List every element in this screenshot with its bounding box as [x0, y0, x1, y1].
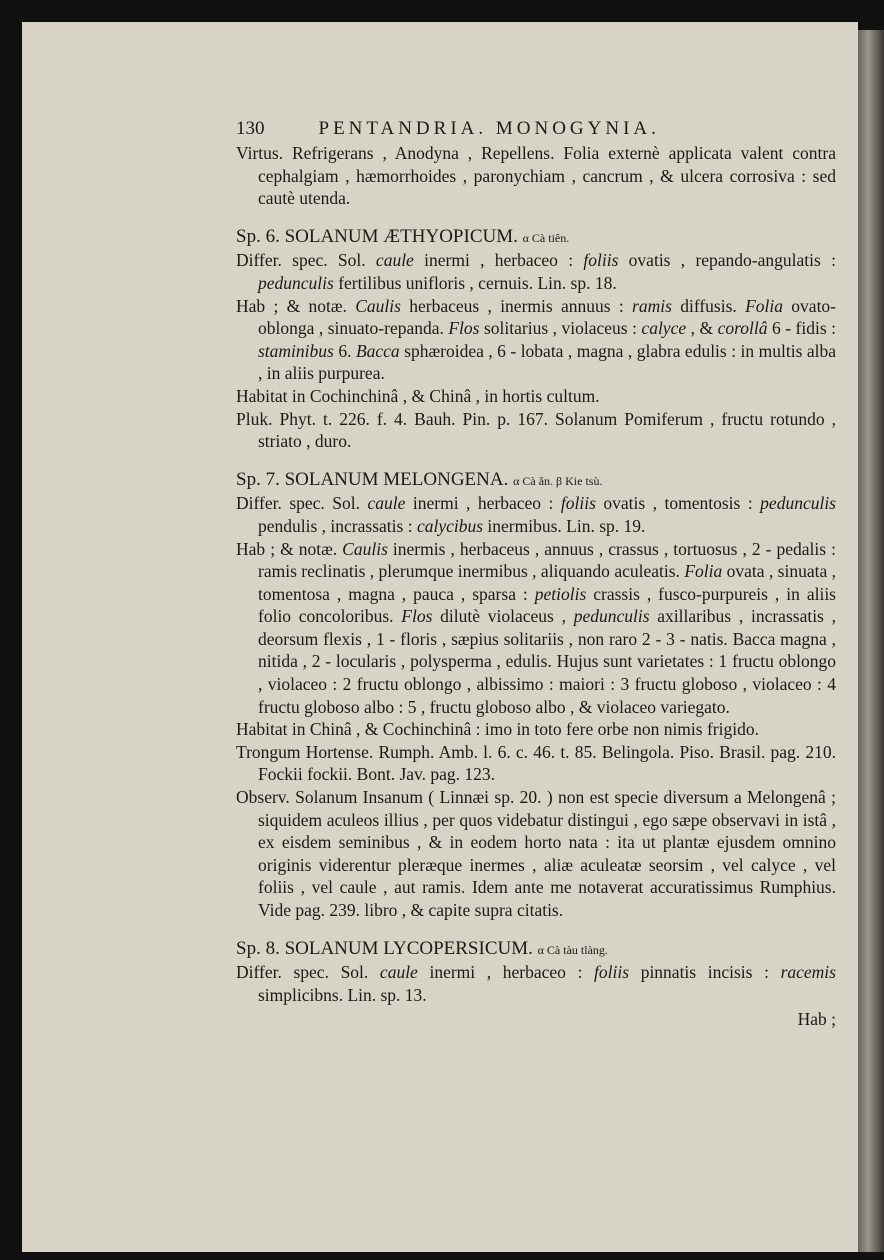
text-run: Hab ; & notæ.: [236, 538, 343, 559]
text-run: Differ. spec. Sol.: [236, 962, 380, 983]
italic-term: caule: [375, 250, 414, 271]
italic-term: foliis: [583, 250, 619, 271]
italic-term: Caulis: [355, 295, 401, 316]
text-run: Differ. spec. Sol.: [236, 250, 376, 271]
text-run: Hab ; & notæ.: [236, 295, 356, 316]
text-block: [236, 118, 836, 1031]
text-run: inermis , herbaceus , annuus , crassus , tortuosus , 2 - pedalis : ramis reclinatis , plerumque inermibus , aliquando aculeatis.: [258, 538, 836, 582]
text-run: inermi , herbaceo :: [413, 250, 584, 271]
italic-term: staminibus: [258, 340, 334, 361]
paragraph-hab-6: [236, 295, 836, 385]
italic-term: petiolis: [534, 583, 587, 604]
italic-term: Folia: [684, 561, 723, 582]
text-run: ovata , sinuata , tomentosa , magna , pauca , sparsa :: [258, 561, 837, 604]
italic-term: caule: [379, 962, 418, 983]
text-run: Habitat in Cochinchinâ , & Chinâ , in hortis cultum.: [236, 385, 600, 406]
native-name: α Cà tiên.: [522, 230, 570, 245]
paragraph-synonyms-7: [236, 741, 836, 786]
text-run: , &: [686, 318, 718, 339]
page-number: 130: [236, 118, 265, 139]
italic-term: pedunculis: [258, 272, 334, 293]
text-run: Observ. Solanum Insanum ( Linnæi sp. 20. ) non est specie diversum a Melongenâ ; siquidem aculeos illius , per quos videbatur distingui , ego sæpe observavi in istâ , ex eisdem seminibus , & in eodem horto nata : ita ut plantæ ejusdem omnino originis viderentur pleræque inermes , aliæ aculeatæ seorsim , vel calyce , vel foliis , vel caule , aut ramis. Idem ante me notaverat accuratissimus Rumphius. Vide pag. 239. libro , & capite supra citatis.: [236, 787, 836, 920]
text-run: pendulis , incrassatis :: [258, 515, 417, 536]
italic-term: ramis: [632, 295, 672, 316]
italic-term: caule: [367, 493, 406, 514]
native-name: α Cà ăn. β Kie tsù.: [513, 473, 603, 488]
species-heading-7: [236, 469, 836, 493]
species-title: Sp. 7. SOLANUM MELONGENA.: [236, 468, 514, 490]
species-title: Sp. 6. SOLANUM ÆTHYOPICUM.: [236, 225, 523, 247]
paragraph-habitat-6: [236, 385, 836, 408]
text-run: simplicibns. Lin. sp. 13.: [258, 984, 427, 1005]
text-run: diffusis.: [671, 295, 746, 316]
paragraph-observ-7: [236, 786, 836, 922]
text-run: herbaceus , inermis annuus :: [400, 295, 633, 316]
text-run: crassis , fusco-purpureis , in aliis folio concoloribus.: [258, 583, 836, 627]
italic-term: Flos: [401, 606, 433, 627]
paragraph-differ-8: [236, 961, 836, 1006]
native-name: α Cà tàu tlàng.: [537, 942, 608, 957]
italic-term: Flos: [448, 318, 480, 339]
species-heading-8: [236, 938, 836, 962]
text-run: pinnatis incisis :: [629, 962, 781, 983]
text-run: 6 - fidis :: [767, 318, 836, 339]
species-title: Sp. 8. SOLANUM LYCOPERSICUM.: [236, 937, 538, 959]
italic-term: Caulis: [342, 538, 388, 559]
paragraph-differ-6: [236, 249, 836, 294]
text-run: ovatis , repando-angulatis :: [618, 250, 836, 271]
text-run: Habitat in Chinâ , & Cochinchinâ : imo in toto fere orbe non nimis frigido.: [236, 719, 759, 740]
italic-term: calycibus: [416, 515, 484, 536]
italic-term: pedunculis: [573, 606, 650, 627]
italic-term: calyce: [641, 318, 687, 339]
paragraph-hab-7: [236, 538, 836, 719]
italic-term: corollâ: [717, 318, 768, 339]
italic-term: Folia: [745, 295, 783, 316]
catchword: Hab ;: [797, 1009, 836, 1030]
text-run: Pluk. Phyt. t. 226. f. 4. Bauh. Pin. p. 167. Solanum Pomiferum , fructu rotundo , striato , duro.: [236, 408, 836, 452]
paragraph-differ-7: [236, 492, 836, 537]
text-run: solitarius , violaceus :: [479, 318, 642, 339]
italic-term: foliis: [594, 962, 630, 983]
text-run: fertilibus unifloris , cernuis. Lin. sp. 18.: [333, 272, 617, 293]
text-run: inermi , herbaceo :: [417, 962, 595, 983]
text-run: Trongum Hortense. Rumph. Amb. l. 6. c. 46. t. 85. Belingola. Piso. Brasil. pag. 210. Fockii fockii. Bont. Jav. pag. 123.: [236, 741, 836, 785]
text-run: inermi , herbaceo :: [405, 493, 561, 514]
text-run: Differ. spec. Sol.: [236, 493, 368, 514]
page-edge: [858, 30, 884, 1252]
text-run: dilutè violaceus ,: [432, 606, 574, 627]
text-run: sphæroidea , 6 - lobata , magna , glabra edulis : in multis alba , in aliis purpurea.: [258, 340, 836, 384]
paragraph-synonyms-6: [236, 408, 836, 453]
paragraph-virtus: [236, 142, 836, 210]
italic-term: racemis: [780, 962, 836, 983]
italic-term: pedunculis: [760, 493, 836, 514]
text-run: inermibus. Lin. sp. 19.: [483, 515, 646, 536]
running-title: PENTANDRIA. MONOGYNIA.: [318, 118, 660, 139]
text-run: ovato-oblonga , sinuato-repanda.: [258, 295, 837, 339]
text-run: 6.: [333, 340, 356, 361]
text-run: Virtus. Refrigerans , Anodyna , Repellens. Folia externè applicata valent contra cephalgiam , hæmorrhoides , paronychiam , cancrum , & ulcera corrosiva : sed cautè utenda.: [236, 143, 836, 209]
paragraph-habitat-7: [236, 718, 836, 741]
running-head: [236, 118, 836, 142]
text-run: axillaribus , incrassatis , deorsum flexis , 1 - floris , sæpius solitariis , non raro 2 - 3 - natis. Bacca magna , nitida , 2 - locularis , polysperma , edulis. Hujus sunt varietates : 1 fructu oblongo , violaceo : 2 fructu oblongo , albissimo : maiori : 3 fructu globoso , violaceo : 4 fructu globoso albo : 5 , fructu globoso albo , & violaceo variegato.: [258, 606, 836, 717]
species-heading-6: [236, 226, 836, 250]
text-run: ovatis , tomentosis :: [595, 493, 761, 514]
italic-term: Bacca: [355, 340, 400, 361]
italic-term: foliis: [560, 493, 596, 514]
